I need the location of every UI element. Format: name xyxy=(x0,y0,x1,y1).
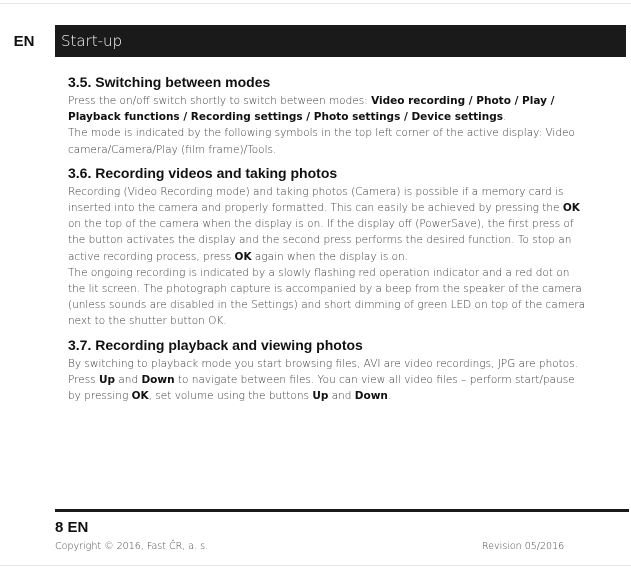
bold-text-run: Video recording / Photo / Play / Playback functions / Recording settings / Photo settings / Device settings xyxy=(68,95,555,124)
revision-text: Revision 05/2016 xyxy=(482,541,565,552)
paragraph xyxy=(68,356,588,405)
language-tab: EN xyxy=(0,25,48,57)
text-run: . xyxy=(503,111,507,124)
footer-divider xyxy=(55,509,629,512)
manual-content xyxy=(68,73,588,410)
bold-text-run: OK xyxy=(234,250,252,263)
paragraph xyxy=(68,125,588,157)
text-run: The ongoing recording is indicated by a slowly flashing red operation indicator and a red dot on the lit screen. The photograph capture is accompanied by a beep from the speaker of the camera (unless sounds are disabled in the Settings) and short dimming of green LED on top of the camera next to the shutter button OK. xyxy=(68,266,586,328)
text-run: , set volume using the buttons xyxy=(148,390,313,403)
text-run: and xyxy=(115,373,142,386)
paragraph xyxy=(68,184,588,265)
paragraph xyxy=(68,265,588,330)
section-heading: 3.5. Switching between modes xyxy=(68,74,271,90)
text-run: again when the display is on. xyxy=(251,250,409,263)
section-heading: 3.7. Recording playback and viewing photos xyxy=(68,336,363,353)
copyright-text: Copyright © 2016, Fast ČR, a. s. xyxy=(55,541,209,552)
chapter-title: Start-up xyxy=(61,32,123,50)
bold-text-run: Up xyxy=(98,373,116,386)
text-run: to navigate between files. You can view all video files – perform start/pause by pressing xyxy=(68,373,575,403)
text-run: The mode is indicated by the following symbols in the top left corner of the active display: Video camera/Camera/Play (film frame)/Tools. xyxy=(68,127,575,156)
bottom-divider xyxy=(0,565,631,566)
page-header xyxy=(0,25,631,57)
section-playback xyxy=(68,336,588,405)
top-divider xyxy=(0,3,631,4)
bold-text-run: Down xyxy=(141,373,175,386)
bold-text-run: OK xyxy=(562,202,580,215)
page-number: 8 EN xyxy=(55,519,89,536)
section-heading: 3.6. Recording videos and taking photos xyxy=(68,164,338,181)
bold-text-run: Down xyxy=(354,390,388,403)
text-run: By switching to playback mode you start browsing files, AVI are video recordings, JPG are photos. Press xyxy=(68,357,579,386)
text-run: and xyxy=(328,390,355,403)
section-recording-videos xyxy=(68,164,588,330)
text-run: Recording (Video Recording mode) and taking photos (Camera) is possible if a memory card is inserted into the camera and properly formatted. This can easily be achieved by pressing the xyxy=(68,185,564,215)
section-switching-modes xyxy=(68,73,588,158)
text-run: Press the on/off switch shortly to switch between modes: xyxy=(68,95,372,107)
text-run: on the top of the camera when the display is on. If the display off (PowerSave), the first press of the button activates the display and the second press performs the desired function. To stop an active recording process, press xyxy=(68,218,574,263)
bold-text-run: OK xyxy=(131,390,149,403)
paragraph xyxy=(68,93,588,125)
text-run: . xyxy=(387,390,392,403)
bold-text-run: Up xyxy=(312,390,329,403)
chapter-title-bar xyxy=(55,25,626,57)
